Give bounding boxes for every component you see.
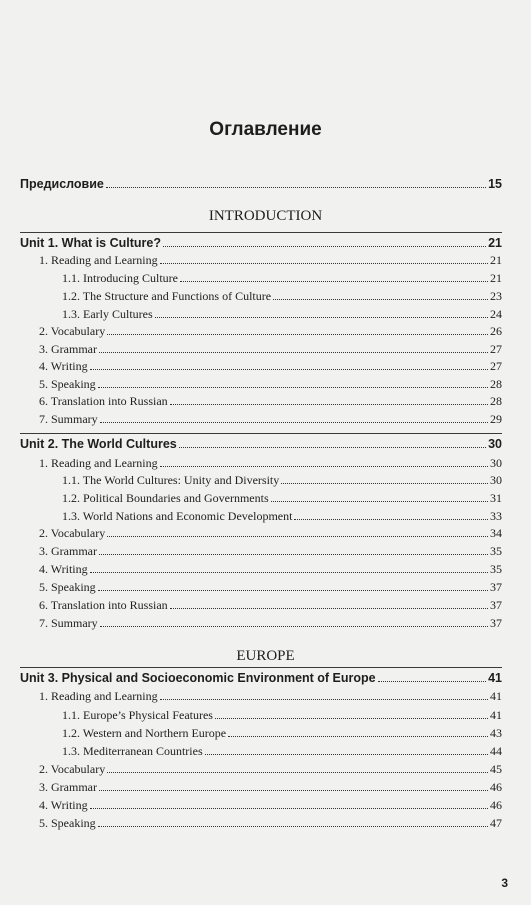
- dot-leader: [107, 525, 488, 537]
- toc-entry-label: 2. Vocabulary: [39, 526, 106, 540]
- toc-entry-page: 21: [490, 271, 502, 285]
- toc-entry: [39, 455, 502, 471]
- unit-rule: [20, 232, 502, 233]
- toc-entry: [39, 779, 502, 795]
- toc-entry-page: 24: [490, 307, 502, 321]
- toc-entry-page: 37: [490, 616, 502, 630]
- toc-entry: [39, 393, 502, 409]
- toc-entry: [39, 411, 502, 427]
- toc-unit-entry: [20, 176, 502, 192]
- dot-leader: [294, 508, 488, 520]
- toc-entry-label: 1.1. The World Cultures: Unity and Diversity: [62, 473, 280, 487]
- dot-leader: [90, 797, 488, 809]
- toc-entry-page: 27: [490, 342, 502, 356]
- toc-entry: [39, 376, 502, 392]
- dot-leader: [155, 306, 488, 318]
- toc-entry: [39, 543, 502, 559]
- toc-entry-page: 27: [490, 359, 502, 373]
- toc-entry-label: 2. Vocabulary: [39, 762, 106, 776]
- dot-leader: [180, 270, 488, 282]
- section-heading: EUROPE: [236, 648, 295, 664]
- toc-entry-page: 45: [490, 762, 502, 776]
- dot-leader: [170, 597, 488, 609]
- toc-entry-page: 30: [490, 473, 502, 487]
- toc-entry-page: 31: [490, 491, 502, 505]
- toc-entry: [39, 323, 502, 339]
- toc-entry: [39, 341, 502, 357]
- toc-entry: [62, 508, 502, 524]
- dot-leader: [100, 615, 488, 627]
- toc-entry-page: 23: [490, 289, 502, 303]
- dot-leader: [99, 543, 488, 555]
- toc-entry-page: 15: [488, 177, 502, 191]
- toc-entry: [39, 579, 502, 595]
- page-number: 3: [501, 876, 508, 890]
- toc-entry: [39, 597, 502, 613]
- dot-leader: [107, 761, 488, 773]
- toc-entry-page: 29: [490, 412, 502, 426]
- dot-leader: [107, 323, 488, 335]
- toc-entry-label: 5. Speaking: [39, 377, 96, 391]
- toc-entry-label: 1. Reading and Learning: [39, 689, 158, 703]
- toc-entry-label: 1.2. The Structure and Functions of Culture: [62, 289, 272, 303]
- dot-leader: [378, 670, 486, 682]
- dot-leader: [98, 376, 488, 388]
- toc-entry: [39, 761, 502, 777]
- dot-leader: [90, 358, 488, 370]
- toc-entry: [39, 615, 502, 631]
- dot-leader: [170, 393, 488, 405]
- dot-leader: [98, 579, 488, 591]
- toc-entry-label: 4. Writing: [39, 359, 88, 373]
- toc-entry-label: 1. Reading and Learning: [39, 253, 158, 267]
- toc-entry-page: 41: [488, 671, 502, 685]
- unit-rule: [20, 667, 502, 668]
- toc-entry-page: 33: [490, 509, 502, 523]
- dot-leader: [99, 779, 488, 791]
- toc-entry-label: 6. Translation into Russian: [39, 394, 168, 408]
- dot-leader: [98, 815, 488, 827]
- toc-entry-page: 34: [490, 526, 502, 540]
- toc-entry-label: 3. Grammar: [39, 780, 97, 794]
- toc-entry-label: 2. Vocabulary: [39, 324, 106, 338]
- toc-entry: [39, 252, 502, 268]
- toc-entry-page: 28: [490, 377, 502, 391]
- toc-entry-label: 1.3. Mediterranean Countries: [62, 744, 203, 758]
- dot-leader: [228, 725, 488, 737]
- dot-leader: [271, 490, 488, 502]
- section-heading: INTRODUCTION: [208, 208, 323, 224]
- toc-entry-page: 21: [488, 236, 502, 250]
- toc-entry: [62, 490, 502, 506]
- toc-entry-page: 46: [490, 798, 502, 812]
- toc-unit-entry: [20, 436, 502, 452]
- toc-entry-label: 1.2. Political Boundaries and Governments: [62, 491, 269, 505]
- toc-entry: [39, 797, 502, 813]
- dot-leader: [205, 743, 488, 755]
- toc-entry-page: 41: [490, 689, 502, 703]
- toc-entry-page: 37: [490, 580, 502, 594]
- toc-entry-label: 4. Writing: [39, 798, 88, 812]
- dot-leader: [281, 472, 488, 484]
- toc-entry: [62, 725, 502, 741]
- toc-entry-label: 7. Summary: [39, 412, 98, 426]
- dot-leader: [160, 688, 488, 700]
- toc-entry: [39, 525, 502, 541]
- toc-entry-label: 3. Grammar: [39, 342, 97, 356]
- toc-entry-page: 44: [490, 744, 502, 758]
- toc-entry-page: 35: [490, 562, 502, 576]
- toc-entry-label: 1.1. Europe’s Physical Features: [62, 708, 213, 722]
- toc-entry-page: 21: [490, 253, 502, 267]
- dot-leader: [106, 176, 486, 188]
- toc-unit-entry: [20, 670, 502, 686]
- toc-entry-label: 3. Grammar: [39, 544, 97, 558]
- toc-unit-entry: [20, 235, 502, 251]
- toc-entry-label: Unit 1. What is Culture?: [20, 236, 161, 250]
- toc-entry: [62, 472, 502, 488]
- toc-entry-label: 1.3. Early Cultures: [62, 307, 153, 321]
- toc-entry-page: 35: [490, 544, 502, 558]
- dot-leader: [163, 235, 486, 247]
- toc-entry: [62, 743, 502, 759]
- dot-leader: [160, 455, 488, 467]
- toc-entry-label: 1.3. World Nations and Economic Development: [62, 509, 293, 523]
- toc-entry-label: 7. Summary: [39, 616, 98, 630]
- toc-entry-page: 30: [490, 456, 502, 470]
- toc-entry-label: 4. Writing: [39, 562, 88, 576]
- toc-entry: [62, 288, 502, 304]
- toc-entry: [39, 358, 502, 374]
- toc-entry-page: 46: [490, 780, 502, 794]
- toc-entry-label: 5. Speaking: [39, 580, 96, 594]
- toc-entry: [62, 707, 502, 723]
- toc-entry-page: 37: [490, 598, 502, 612]
- toc-entry-label: 5. Speaking: [39, 816, 96, 830]
- page-title: Оглавление: [209, 119, 322, 140]
- dot-leader: [273, 288, 488, 300]
- dot-leader: [90, 561, 488, 573]
- toc-entry-label: Предисловие: [20, 177, 104, 191]
- toc-entry-page: 28: [490, 394, 502, 408]
- toc-entry-label: 1.1. Introducing Culture: [62, 271, 178, 285]
- toc-entry-page: 30: [488, 437, 502, 451]
- dot-leader: [100, 411, 488, 423]
- toc-entry: [62, 306, 502, 322]
- toc-entry-page: 26: [490, 324, 502, 338]
- toc-entry-label: 6. Translation into Russian: [39, 598, 168, 612]
- toc-entry-page: 41: [490, 708, 502, 722]
- toc-entry: [39, 688, 502, 704]
- dot-leader: [215, 707, 488, 719]
- toc-entry-label: 1. Reading and Learning: [39, 456, 158, 470]
- dot-leader: [160, 252, 488, 264]
- toc-entry-label: Unit 2. The World Cultures: [20, 437, 177, 451]
- toc-entry: [62, 270, 502, 286]
- toc-entry: [39, 561, 502, 577]
- unit-rule: [20, 433, 502, 434]
- dot-leader: [179, 436, 486, 448]
- toc-entry-page: 47: [490, 816, 502, 830]
- toc-entry-label: Unit 3. Physical and Socioeconomic Environment of Europe: [20, 671, 376, 685]
- dot-leader: [99, 341, 488, 353]
- toc-entry: [39, 815, 502, 831]
- toc-entry-label: 1.2. Western and Northern Europe: [62, 726, 227, 740]
- toc-entry-page: 43: [490, 726, 502, 740]
